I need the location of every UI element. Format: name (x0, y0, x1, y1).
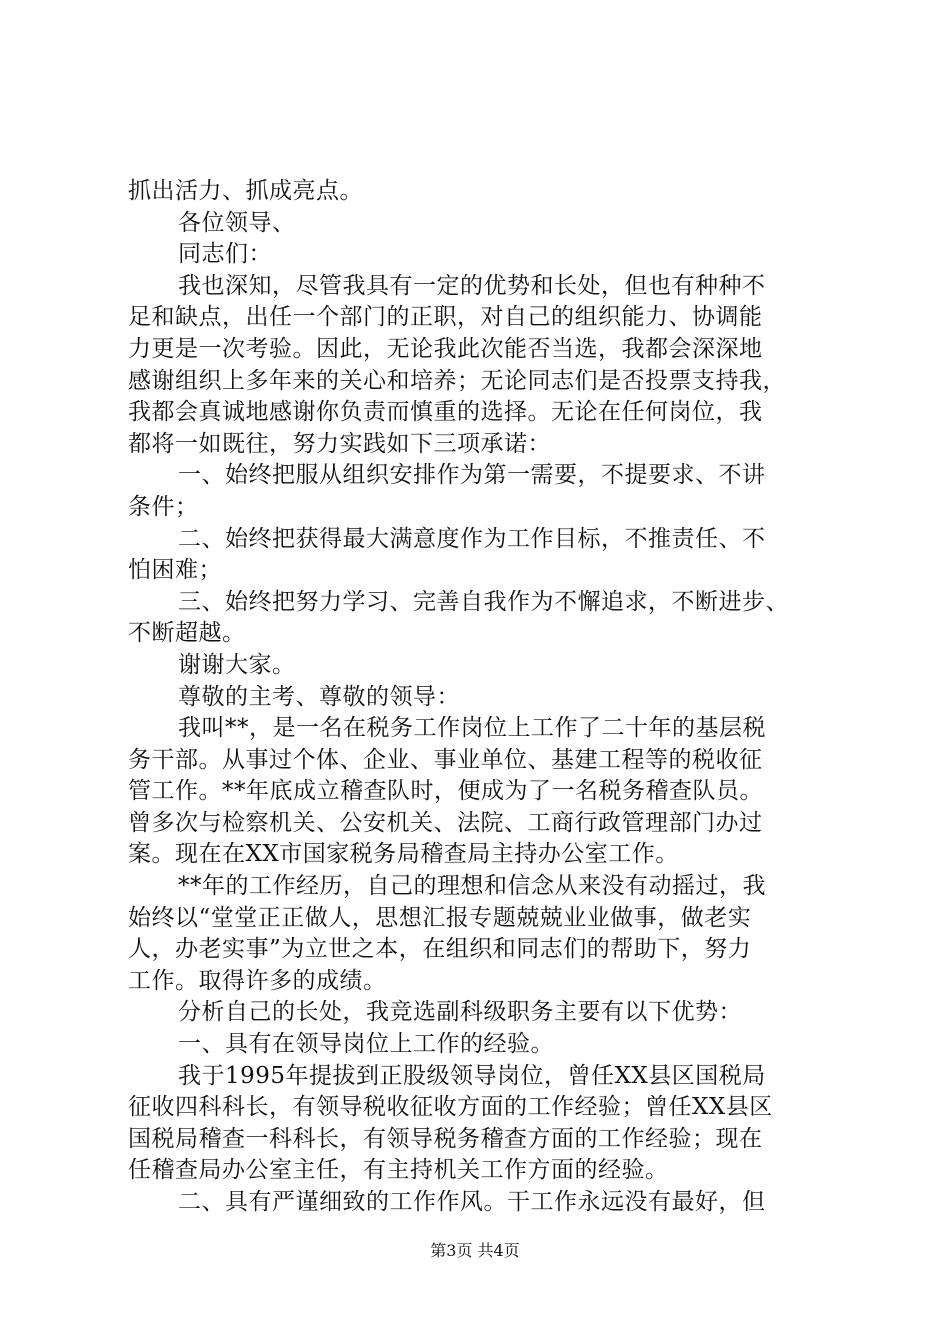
text-line: 三、始终把努力学习、完善自我作为不懈追求，不断进步、 (178, 588, 789, 615)
text-line: 各位领导、 (178, 209, 296, 236)
text-line: 都将一如既往，努力实践如下三项承诺： (128, 430, 551, 457)
text-line: 我于1995年提拔到正股级领导岗位，曾任XX县区国税局 (178, 1062, 766, 1089)
text-line: 条件； (128, 493, 199, 520)
text-line: 怕困难； (128, 557, 222, 584)
text-line: 征收四科科长，有领导税收征收方面的工作经验；曾任XX县区 (128, 1094, 773, 1121)
text-line: 尊敬的主考、尊敬的领导： (178, 683, 460, 710)
text-line: 人，办老实事”为立世之本，在组织和同志们的帮助下，努力 (128, 936, 752, 963)
text-line: 工作。取得许多的成绩。 (128, 967, 387, 994)
text-line: 一、具有在领导岗位上工作的经验。 (178, 1031, 554, 1058)
text-line: 一、始终把服从组织安排作为第一需要，不提要求、不讲 (178, 462, 766, 489)
text-line: 务干部。从事过个体、企业、事业单位、基建工程等的税收征 (128, 746, 763, 773)
text-line: 我叫**，是一名在税务工作岗位上工作了二十年的基层税 (178, 715, 766, 742)
text-line: 足和缺点，出任一个部门的正职，对自己的组织能力、协调能 (128, 304, 763, 331)
text-line: 谢谢大家。 (178, 651, 296, 678)
text-line: **年的工作经历，自己的理想和信念从来没有动摇过，我 (178, 873, 766, 900)
text-line: 曾多次与检察机关、公安机关、法院、工商行政管理部门办过 (128, 809, 763, 836)
body-text (128, 176, 828, 1219)
text-line: 感谢组织上多年来的关心和培养；无论同志们是否投票支持我， (128, 367, 786, 394)
text-line: 二、始终把获得最大满意度作为工作目标，不推责任、不 (178, 525, 766, 552)
page-footer: 第3页 共4页 (430, 1241, 520, 1260)
text-line: 不断超越。 (128, 620, 246, 647)
text-line: 我也深知，尽管我具有一定的优势和长处，但也有种种不 (178, 272, 766, 299)
text-line: 案。现在在XX市国家税务局稽查局主持办公室工作。 (128, 841, 679, 868)
text-line: 我都会真诚地感谢你负责而慎重的选择。无论在任何岗位，我 (128, 399, 763, 426)
text-line: 分析自己的长处，我竞选副科级职务主要有以下优势： (178, 999, 742, 1026)
text-line: 力更是一次考验。因此，无论我此次能否当选，我都会深深地 (128, 335, 763, 362)
text-line: 国税局稽查一科科长，有领导税务稽查方面的工作经验；现在 (128, 1125, 763, 1152)
text-line: 二、具有严谨细致的工作作风。干工作永远没有最好，但 (178, 1189, 766, 1215)
text-line: 同志们： (178, 241, 272, 268)
text-line: 管工作。**年底成立稽查队时，便成为了一名税务稽查队员。 (128, 778, 763, 805)
text-line: 任稽查局办公室主任，有主持机关工作方面的经验。 (128, 1157, 669, 1184)
text-line: 抓出活力、抓成亮点。 (128, 178, 363, 204)
text-line: 始终以“堂堂正正做人，思想汇报专题兢兢业业做事，做老实 (128, 904, 752, 931)
